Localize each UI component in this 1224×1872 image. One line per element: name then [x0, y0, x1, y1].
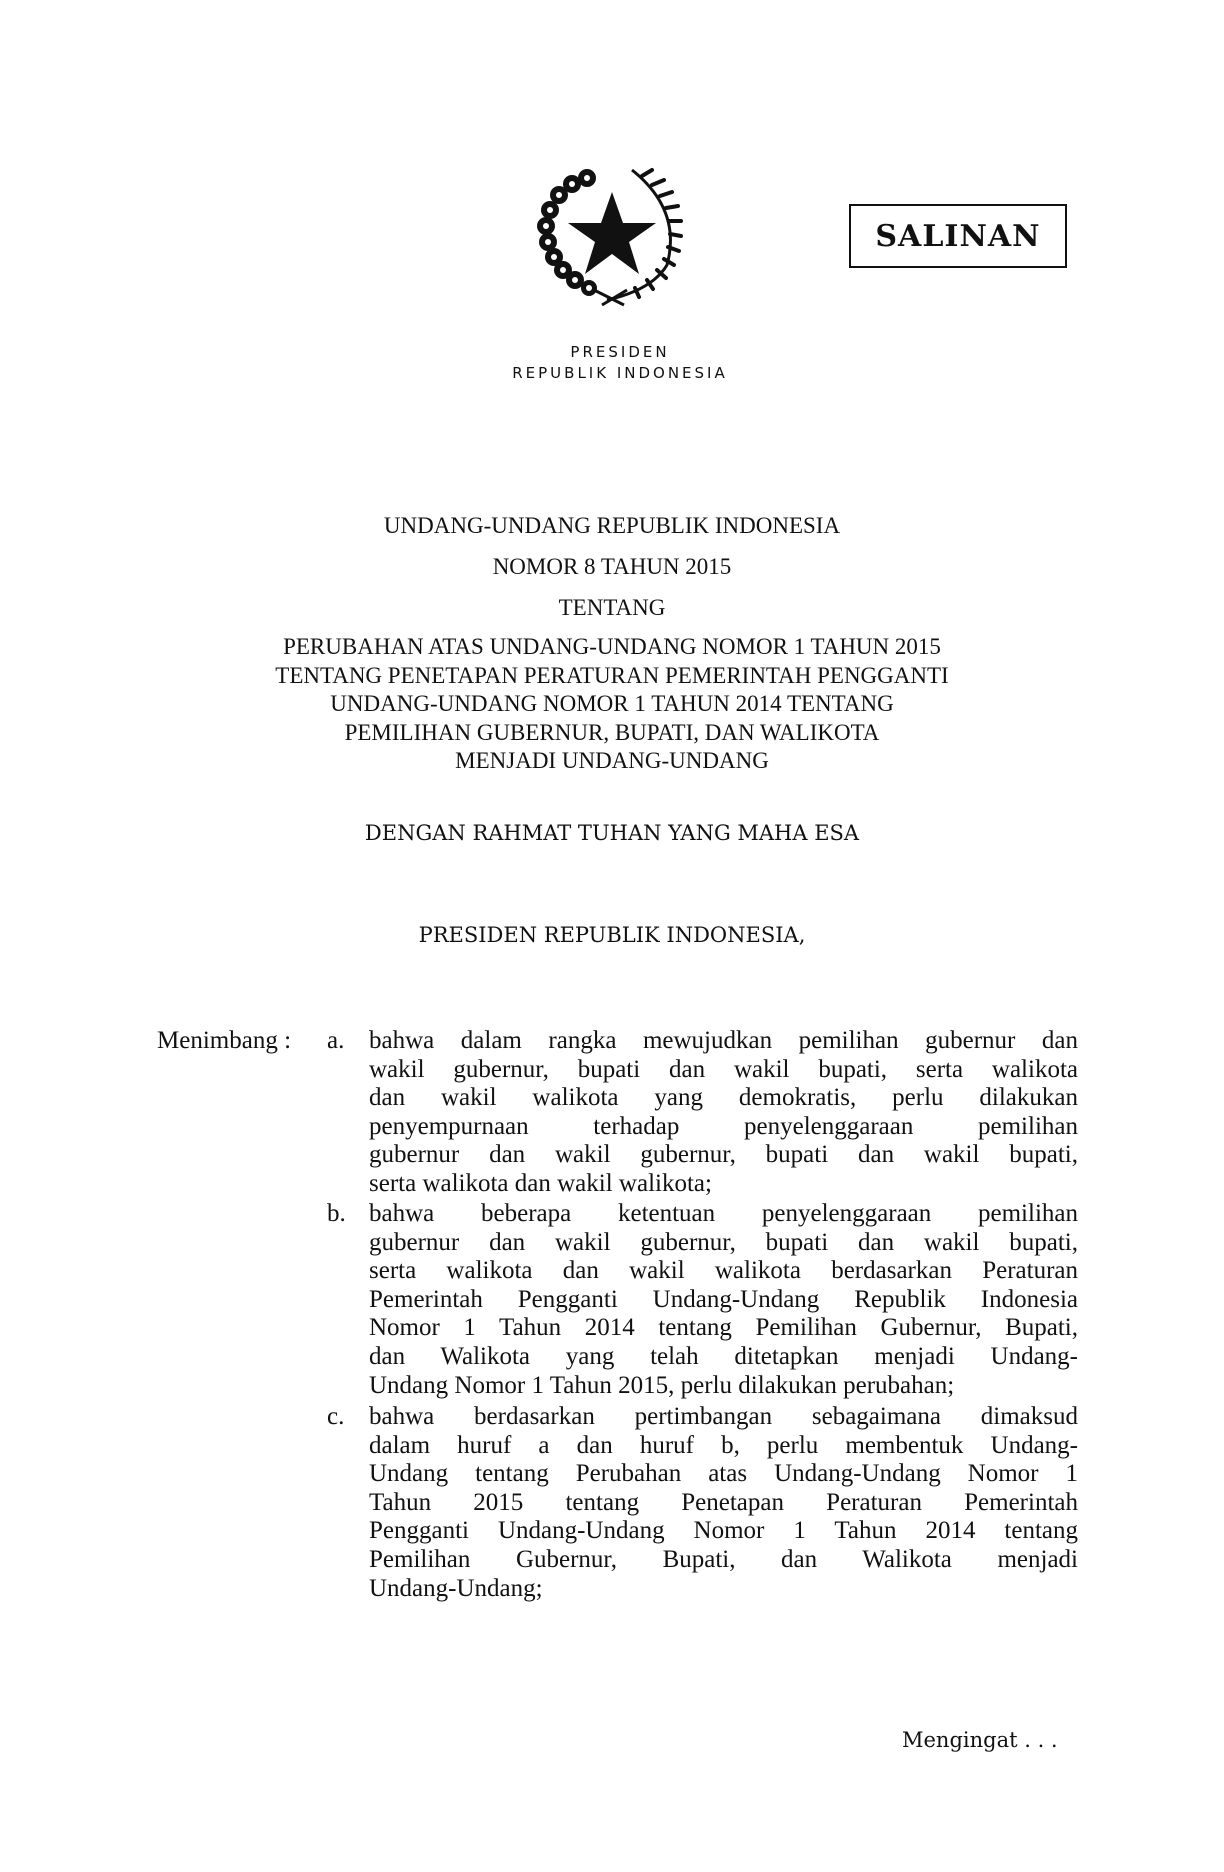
item-line: Pemerintah Pengganti Undang-Undang Republik Indonesia [369, 1285, 1078, 1313]
document-number: NOMOR 8 TAHUN 2015 [492, 554, 732, 579]
item-line: Nomor 1 Tahun 2014 tentang Pemilihan Gubernur, Bupati, [369, 1314, 1078, 1342]
item-line: bahwa berdasarkan pertimbangan sebagaimana dimaksud [369, 1403, 1078, 1430]
item-line: Tahun 2015 tentang Penetapan Peraturan Pemerintah [369, 1488, 1078, 1516]
item-line: serta walikota dan wakil walikota berdasarkan Peraturan [369, 1257, 1078, 1285]
item-line: gubernur dan wakil gubernur, bupati dan wakil bupati, [369, 1228, 1078, 1256]
item-line: dan wakil walikota yang demokratis, perlu dilakukan [369, 1084, 1078, 1112]
item-line: dalam huruf a dan huruf b, perlu membentuk Undang- [369, 1431, 1078, 1459]
item-letter: a. [327, 1027, 345, 1054]
emblem-caption-president: PRESIDEN [570, 343, 670, 361]
item-line: Undang Nomor 1 Tahun 2015, perlu dilakukan perubahan; [369, 1371, 955, 1399]
subject-line: UNDANG-UNDANG NOMOR 1 TAHUN 2014 TENTANG [330, 691, 894, 716]
item-line: bahwa dalam rangka mewujudkan pemilihan gubernur dan [369, 1027, 1078, 1054]
item-letter: b. [327, 1200, 346, 1227]
item-letter: c. [327, 1403, 345, 1430]
salinan-stamp: SALINAN [849, 204, 1067, 268]
emblem-caption-republic: REPUBLIK INDONESIA [512, 364, 728, 382]
tentang-label: TENTANG [558, 595, 666, 620]
authority: PRESIDEN REPUBLIK INDONESIA, [418, 923, 806, 947]
item-line: serta walikota dan wakil walikota; [369, 1169, 712, 1197]
item-line: Undang tentang Perubahan atas Undang-Undang Nomor 1 [369, 1460, 1078, 1488]
document-subject [0, 633, 1224, 776]
subject-line: TENTANG PENETAPAN PERATURAN PEMERINTAH PENGGANTI [275, 662, 949, 688]
consideration-item-b [310, 1200, 1078, 1400]
document-type-title: UNDANG-UNDANG REPUBLIK INDONESIA [383, 513, 841, 538]
next-page-hint: Mengingat . . . [902, 1728, 1058, 1752]
item-line: penyempurnaan terhadap penyelenggaraan pemilihan [369, 1112, 1078, 1140]
item-line: Undang-Undang; [369, 1574, 543, 1602]
invocation: DENGAN RAHMAT TUHAN YANG MAHA ESA [364, 821, 860, 845]
subject-line: PERUBAHAN ATAS UNDANG-UNDANG NOMOR 1 TAHUN 2015 [283, 634, 941, 659]
subject-line: MENJADI UNDANG-UNDANG [455, 748, 769, 773]
item-line: wakil gubernur, bupati dan wakil bupati, serta walikota [369, 1055, 1078, 1083]
item-line: gubernur dan wakil gubernur, bupati dan wakil bupati, [369, 1141, 1078, 1169]
item-line: dan Walikota yang telah ditetapkan menjadi Undang- [369, 1342, 1078, 1370]
consideration-item-a [310, 1027, 1078, 1199]
item-line: Pengganti Undang-Undang Nomor 1 Tahun 2014 tentang [369, 1517, 1078, 1545]
consideration-item-c [310, 1403, 1078, 1603]
menimbang-label: Menimbang : [157, 1027, 292, 1054]
item-line: Pemilihan Gubernur, Bupati, dan Walikota menjadi [369, 1545, 1078, 1573]
garuda-star-emblem-icon [532, 160, 692, 310]
subject-line: PEMILIHAN GUBERNUR, BUPATI, DAN WALIKOTA [344, 719, 880, 745]
item-line: bahwa beberapa ketentuan penyelenggaraan pemilihan [369, 1200, 1078, 1227]
